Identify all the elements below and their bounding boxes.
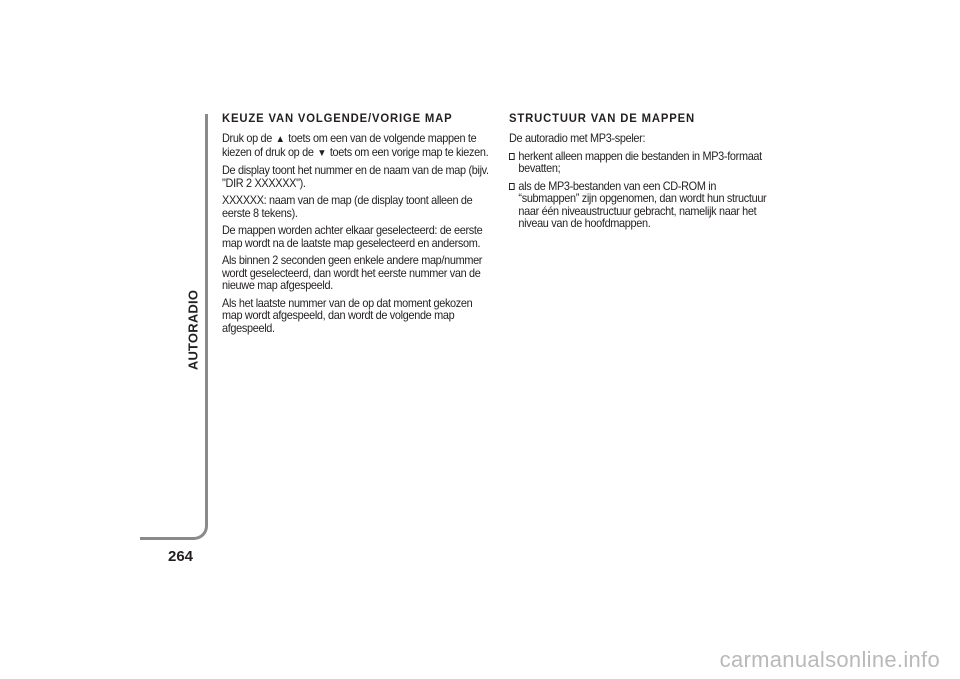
structure-list (509, 151, 778, 231)
list-item-text: herkent alleen mappen die bestanden in MP3-formaat bevatten; (518, 149, 762, 175)
checkbox-bullet-icon (509, 153, 515, 160)
right-column (509, 112, 778, 236)
list-item-text: als de MP3-bestanden van een CD-ROM in “submappen” zijn opgenomen, dan wordt hun structuur naar één niveaustructuur gebracht, namelijk naar het niveau van de hoofdmappen. (518, 179, 767, 230)
section-side-label: AUTORADIO (185, 289, 201, 371)
paragraph-last-track: Als het laatste nummer van de op dat moment gekozen map wordt afgespeeld, dan wordt de volgende map afgespeeld. (222, 296, 473, 335)
checkbox-bullet-icon (509, 183, 515, 190)
section-heading-folder-structure: STRUCTUUR VAN DE MAPPEN (509, 111, 695, 125)
watermark: carmanualsonline.info (719, 647, 940, 672)
paragraph-timeout: Als binnen 2 seconden geen enkele andere map/nummer wordt geselecteerd, dan wordt het eerste nummer van de nieuwe map afgespeeld. (222, 254, 483, 292)
list-item (509, 151, 778, 176)
down-arrow-icon: ▼ (317, 147, 327, 159)
paragraph-buttons (222, 133, 491, 160)
paragraph-display: De display toont het nummer en de naam van de map (bijv. "DIR 2 XXXXXX"). (222, 164, 489, 190)
paragraph-folder-name: XXXXXX: naam van de map (de display toont alleen de eerste 8 tekens). (222, 194, 473, 220)
list-item (509, 181, 778, 231)
paragraph-buttons-part3: toets om een vorige map te kiezen. (329, 145, 489, 159)
left-column (222, 112, 491, 340)
page-number: 264 (168, 548, 194, 565)
paragraph-buttons-part1: Druk op de (222, 132, 273, 145)
up-arrow-icon: ▲ (275, 134, 285, 145)
paragraph-intro: De autoradio met MP3-speler: (509, 132, 646, 145)
paragraph-order: De mappen worden achter elkaar geselecteerd: de eerste map wordt na de laatste map geselecteerd en andersom. (222, 224, 483, 250)
section-heading-folder-select: KEUZE VAN VOLGENDE/VORIGE MAP (222, 111, 453, 125)
paragraph-buttons-part2: toets om een van de volgende mappen te kiezen of druk op de (222, 132, 477, 159)
